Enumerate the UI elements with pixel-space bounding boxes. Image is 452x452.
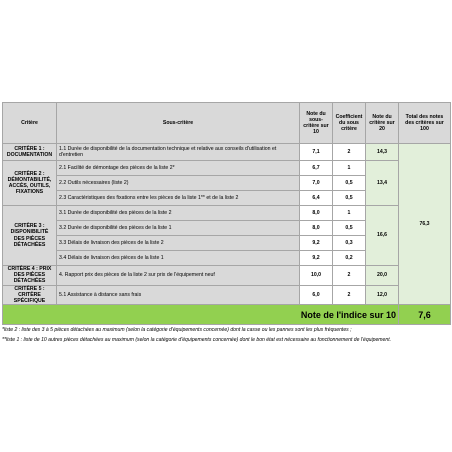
subcriterion-label: 3.4 Délais de livraison des pièces de la liste 1 (57, 251, 300, 266)
criterion-3-note: 16,6 (366, 206, 399, 266)
subcriterion-coef: 0,3 (333, 236, 366, 251)
table-row (3, 206, 451, 221)
header-sous-critere: Sous-critère (57, 103, 300, 144)
subcriterion-note: 7,0 (300, 176, 333, 191)
table-row (3, 266, 451, 286)
subcriterion-label: 3.2 Durée de disponibilité des pièces de la liste 1 (57, 221, 300, 236)
subcriterion-note: 8,0 (300, 221, 333, 236)
table-row (3, 161, 451, 176)
header-coefficient: Coefficient du sous critère (333, 103, 366, 144)
criterion-1-note: 14,3 (366, 144, 399, 161)
subcriterion-label: 3.3 Délais de livraison des pièces de la liste 2 (57, 236, 300, 251)
criterion-5-label: CRITÈRE 5 : CRITÈRE SPÉCIFIQUE (3, 285, 57, 305)
footnote-liste-1: **liste 1 : liste de 10 autres pièces détachées au maximum (selon la catégorie d'équipements concernée) dont le bon état est nécessaire au fonctionnement de l'équipement. (2, 337, 392, 343)
subcriterion-label: 3.1 Durée de disponibilité des pièces de la liste 2 (57, 206, 300, 221)
footnote-liste-2: *liste 2 : liste des 3 à 5 pièces détachées au maximum (selon la catégorie d'équipements concernée) dont la casse ou les pannes sont les plus fréquentes ; (2, 327, 352, 333)
subcriterion-note: 10,0 (300, 266, 333, 286)
header-note-critere: Note du critère sur 20 (366, 103, 399, 144)
criterion-2-note: 13,4 (366, 161, 399, 206)
subcriterion-note: 9,2 (300, 251, 333, 266)
index-value: 7,6 (399, 305, 451, 325)
subcriterion-label: 2.2 Outils nécessaires (liste 2) (57, 176, 300, 191)
subcriterion-note: 6,0 (300, 285, 333, 305)
subcriterion-label: 2.3 Caractéristiques des fixations entre les pièces de la liste 1** et de la liste 2 (57, 191, 300, 206)
subcriterion-coef: 1 (333, 206, 366, 221)
subcriterion-coef: 1 (333, 161, 366, 176)
subcriterion-note: 9,2 (300, 236, 333, 251)
table-header-row (3, 103, 451, 144)
subcriterion-coef: 0,2 (333, 251, 366, 266)
subcriterion-note: 6,7 (300, 161, 333, 176)
footnotes (2, 325, 450, 345)
subcriterion-coef: 2 (333, 144, 366, 161)
subcriterion-label: 4. Rapport prix des pièces de la liste 2 sur prix de l'équipement neuf (57, 266, 300, 286)
header-critere: Critère (3, 103, 57, 144)
subcriterion-coef: 2 (333, 285, 366, 305)
subcriterion-coef: 0,5 (333, 176, 366, 191)
criterion-2-label: CRITÈRE 2 : DÉMONTABILITÉ, ACCÈS, OUTILS, FIXATIONS (3, 161, 57, 206)
index-label: Note de l'indice sur 10 (3, 305, 399, 325)
subcriterion-note: 8,0 (300, 206, 333, 221)
criterion-3-label: CRITÈRE 3 : DISPONIBILITÉ DES PIÈCES DÉTACHÉES (3, 206, 57, 266)
criterion-5-note: 12,0 (366, 285, 399, 305)
header-note-sous-critere: Note du sous-critère sur 10 (300, 103, 333, 144)
header-total: Total des notes des critères sur 100 (399, 103, 451, 144)
subcriterion-label: 5.1 Assistance à distance sans frais (57, 285, 300, 305)
repairability-score-table (2, 102, 451, 325)
subcriterion-coef: 0,5 (333, 221, 366, 236)
subcriterion-note: 6,4 (300, 191, 333, 206)
criterion-4-note: 20,0 (366, 266, 399, 286)
grand-total: 76,3 (399, 144, 451, 305)
criterion-1-label: CRITÈRE 1 : DOCUMENTATION (3, 144, 57, 161)
subcriterion-note: 7,1 (300, 144, 333, 161)
criterion-4-label: CRITÈRE 4 : PRIX DES PIÈCES DÉTACHÉES (3, 266, 57, 286)
table-row (3, 144, 451, 161)
subcriterion-coef: 0,5 (333, 191, 366, 206)
index-footer-row (3, 305, 451, 325)
subcriterion-coef: 2 (333, 266, 366, 286)
subcriterion-label: 1.1 Durée de disponibilité de la documentation technique et relative aux conseils d'utilisation et d'entretien (57, 144, 300, 161)
subcriterion-label: 2.1 Facilité de démontage des pièces de la liste 2* (57, 161, 300, 176)
table-row (3, 285, 451, 305)
